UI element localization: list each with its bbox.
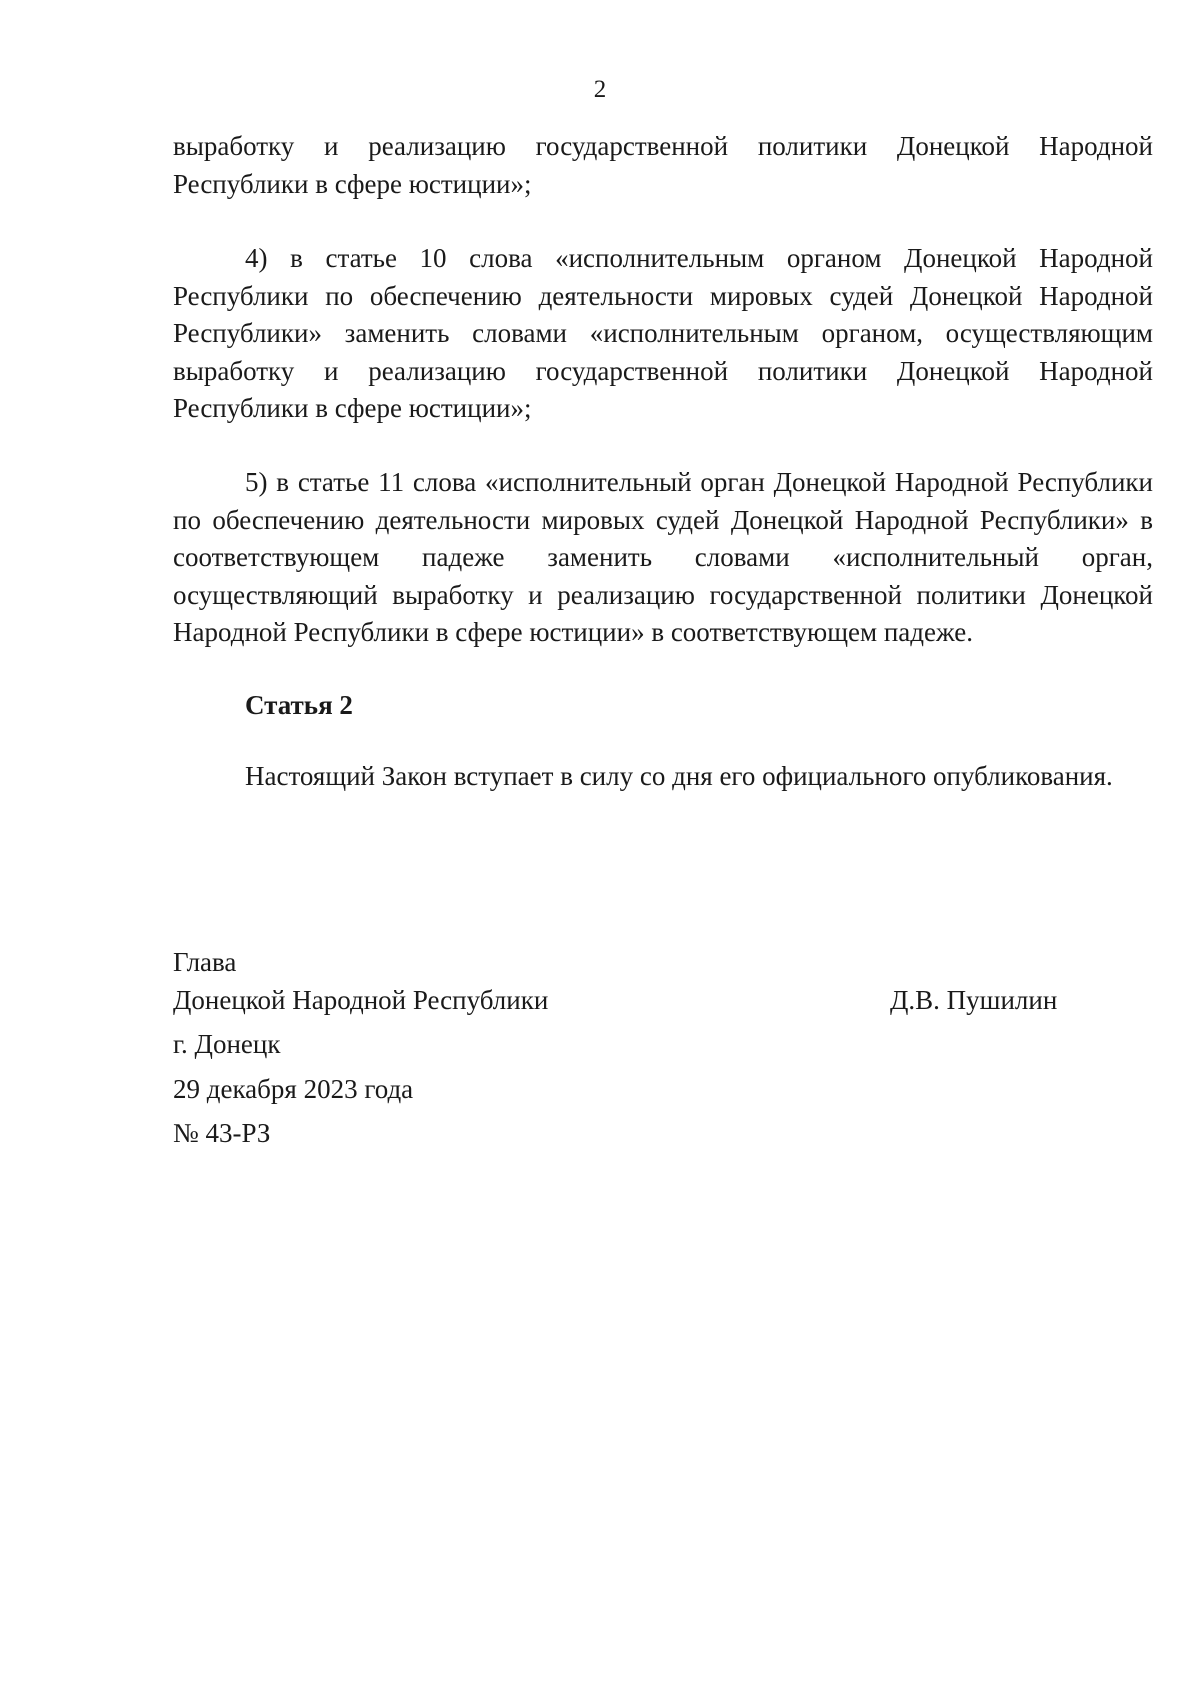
article-heading: Статья 2 <box>245 690 353 720</box>
signing-date: 29 декабря 2023 года <box>173 1074 414 1104</box>
paragraph-text: 5) в статье 11 слова «исполнительный орган Донецкой Народной Республики по обеспечению деятельности мировых судей Донецкой Народной Республики» в соответствующем падеже заменить словами «исполнительный орган, осуществляющий выработку и реализацию государственной политики Донецкой Народной Республики в сфере юстиции» в соответствующем падеже. <box>173 467 1153 647</box>
paragraph-item-5 <box>173 464 1153 652</box>
signatory-title-line2: Донецкой Народной Республики <box>173 985 549 1015</box>
paragraph-item-4 <box>173 240 1153 428</box>
page-number: 2 <box>593 76 607 103</box>
article-text: Настоящий Закон вступает в силу со дня его официального опубликования. <box>245 761 1113 791</box>
paragraph-continuation <box>173 128 1153 203</box>
signing-city: г. Донецк <box>173 1029 281 1059</box>
paragraph-text: 4) в статье 10 слова «исполнительным органом Донецкой Народной Республики по обеспечению деятельности мировых судей Донецкой Народной Республики» заменить словами «исполнительным органом, осуществляющим выработку и реализацию государственной политики Донецкой Народной Республики в сфере юстиции»; <box>173 243 1153 423</box>
paragraph-text: выработку и реализацию государственной политики Донецкой Народной Республики в сфере юстиции»; <box>173 131 1153 199</box>
article-body <box>173 758 1153 796</box>
signatory-name: Д.В. Пушилин <box>890 985 1058 1015</box>
signatory-title-line1: Глава <box>173 947 237 977</box>
law-number: № 43-РЗ <box>173 1118 271 1148</box>
